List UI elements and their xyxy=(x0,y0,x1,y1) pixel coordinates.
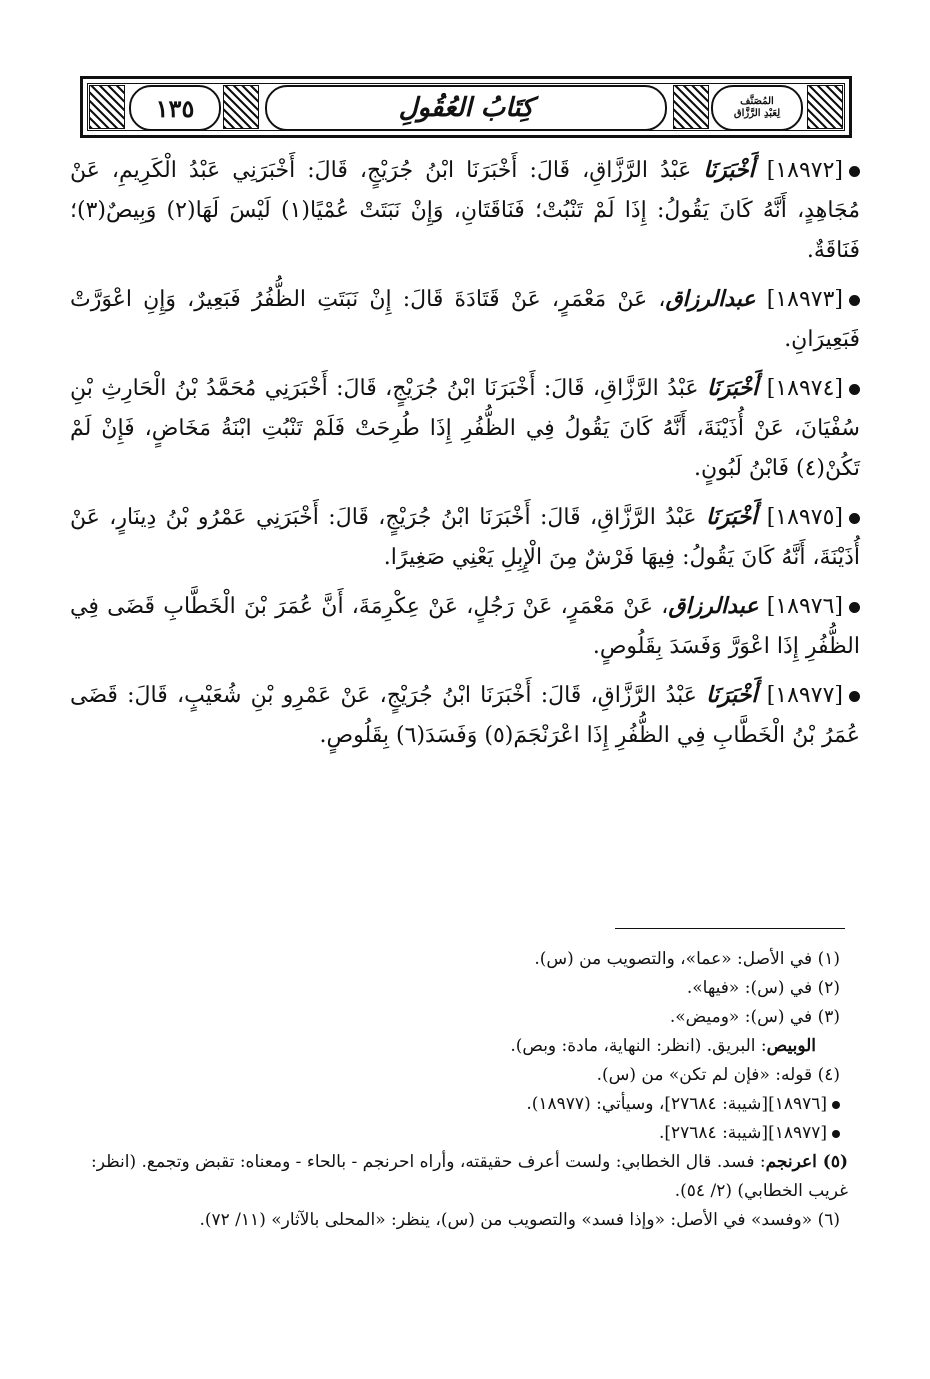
bullet-icon xyxy=(832,1101,840,1109)
hadith-entry xyxy=(70,279,860,360)
entry-text: ، عَنْ مَعْمَرٍ، عَنْ قَتَادَةَ قَالَ: إِنْ نَبَتَتِ الظُّفُرُ فَبَعِيرٌ، وَإِنِ اعْوَرَّتْ فَبَعِيرَانِ. xyxy=(70,287,860,352)
reference-text: [شيبة: ٢٧٦٨٤]. xyxy=(658,1123,769,1143)
entry-lead: أَخْبَرَنَا xyxy=(705,504,758,530)
bullet-icon xyxy=(832,1130,840,1138)
footnotes xyxy=(70,945,860,1235)
hadith-entries xyxy=(70,150,860,764)
footnote: (٤) قوله: «فإن لم تكن» من (س). xyxy=(596,1065,840,1085)
title-cartouche xyxy=(265,85,667,131)
bullet-icon xyxy=(849,691,860,702)
entry-text: عَبْدُ الرَّزَّاقِ، قَالَ: أَخْبَرَنَا ابْنُ جُرَيْجٍ، عَنْ عَمْرِو بْنِ شُعَيْبٍ، قَالَ: قَضَى عُمَرُ بْنُ الْخَطَّابِ فِي الظُّفُرِ إِذَا اعْرَنْجَمَ(٥) وَفَسَدَ(٦) بِقَلُوصٍ. xyxy=(70,683,860,748)
bullet-icon xyxy=(849,602,860,613)
hadith-entry xyxy=(70,150,860,271)
reference-text: [شيبة: ٢٧٦٨٤]، وسيأتي: (١٨٩٧٧). xyxy=(526,1094,769,1114)
footnote-reference xyxy=(70,1090,860,1119)
book-title: كِتَابُ العُقُولِ xyxy=(398,93,534,123)
entry-lead: أَخْبَرَنَا xyxy=(706,375,759,401)
entry-lead: أَخْبَرَنَا xyxy=(706,682,758,708)
hadith-entry xyxy=(70,675,860,756)
source-seal-line-2: لِعَبْدِ الرَّزَّاق xyxy=(733,108,781,119)
entry-lead: عبدالرزاق xyxy=(668,593,759,619)
entry-lead: أَخْبَرَنَا xyxy=(703,157,755,183)
footnote: (٦) «وفسد» في الأصل: «وإذا فسد» والتصويب من (س)، ينظر: «المحلى بالآثار» (١١/ ٧٢). xyxy=(199,1210,840,1230)
footnote: (٣) في (س): «وميض». xyxy=(669,1007,840,1027)
entry-number: [١٨٩٧٧] xyxy=(766,683,843,708)
footnote: (٢) في (س): «فيها». xyxy=(686,978,840,998)
entry-text: عَبْدُ الرَّزَّاقِ، قَالَ: أَخْبَرَنَا ابْنُ جُرَيْجٍ، قَالَ: أَخْبَرَنِي عَمْرُو بْنُ دِينَارٍ، عَنْ أُذَيْنَةَ، أَنَّهُ كَانَ يَقُولُ: فِيهَا فَرْشٌ مِنَ الْإِبِلِ يَعْنِي صَغِيرًا. xyxy=(70,505,860,570)
gloss-term: (٥) اعرنجم xyxy=(765,1152,848,1172)
footnote-gloss xyxy=(70,1032,860,1061)
footnote-separator xyxy=(615,928,845,929)
hadith-entry xyxy=(70,368,860,489)
entry-lead: عبدالرزاق xyxy=(665,286,756,312)
source-seal-line-1: المُصَنَّف xyxy=(740,96,774,107)
footnote-reference xyxy=(70,1119,860,1148)
source-seal xyxy=(711,85,803,131)
gloss-text: : فسد. قال الخطابي: ولست أعرف حقيقته، وأراه احرنجم - بالحاء - ومعناه: تقبض وتجمع. (انظر: غريب الخطابي) (٢/ ٥٤). xyxy=(90,1152,848,1201)
bullet-icon xyxy=(849,513,860,524)
hadith-entry xyxy=(70,497,860,578)
ornament-left xyxy=(89,85,125,129)
bullet-icon xyxy=(849,384,860,395)
page-header xyxy=(80,76,852,138)
entry-number: [١٨٩٧٦] xyxy=(766,594,843,619)
ornament-inner-left xyxy=(223,85,259,129)
page-number-cartouche xyxy=(129,85,221,131)
footnote: (١) في الأصل: «عما»، والتصويب من (س). xyxy=(534,949,840,969)
entry-number: [١٨٩٧٣] xyxy=(766,287,843,312)
reference-number: [١٨٩٧٧] xyxy=(768,1123,827,1143)
entry-number: [١٨٩٧٥] xyxy=(766,505,843,530)
entry-text: ، عَنْ مَعْمَرٍ، عَنْ رَجُلٍ، عَنْ عِكْرِمَةَ، أَنَّ عُمَرَ بْنَ الْخَطَّابِ قَضَى فِي الظُّفُرِ إِذَا اعْوَرَّ وَفَسَدَ بِقَلُوصٍ. xyxy=(70,594,860,659)
gloss-text: : البريق. (انظر: النهاية، مادة: وبص). xyxy=(510,1036,767,1056)
page-number: ١٣٥ xyxy=(155,93,195,123)
reference-number: [١٨٩٧٦] xyxy=(768,1094,827,1114)
entry-text: عَبْدُ الرَّزَّاقِ، قَالَ: أَخْبَرَنَا ابْنُ جُرَيْجٍ، قَالَ: أَخْبَرَنِي مُحَمَّدُ بْنُ الْحَارِثِ بْنِ سُفْيَانَ، عَنْ أُذَيْنَةَ، أَنَّهُ كَانَ يَقُولُ فِي الظُّفُرِ إِذَا طُرِحَتْ فَلَمْ تَنْبُتِ ابْنَةُ مَخَاضٍ، فَإِنْ لَمْ تَكُنْ(٤) فَابْنُ لَبُونٍ. xyxy=(70,376,860,481)
bullet-icon xyxy=(849,295,860,306)
entry-number: [١٨٩٧٤] xyxy=(766,376,844,401)
entry-text: عَبْدُ الرَّزَّاقِ، قَالَ: أَخْبَرَنَا ابْنُ جُرَيْجٍ، قَالَ: أَخْبَرَنِي عَبْدُ الْكَرِيمِ، عَنْ مُجَاهِدٍ، أَنَّهُ كَانَ يَقُولُ: إِذَا لَمْ تَنْبُتْ؛ فَنَاقَتَانِ، وَإِنْ نَبَتَتْ عُمْيًا(١) لَيْسَ لَهَا(٢) وَبِيصٌ(٣)؛ فَنَاقَةٌ. xyxy=(70,158,861,263)
ornament-right xyxy=(807,85,843,129)
gloss-term: الوبيص xyxy=(766,1036,816,1056)
entry-number: [١٨٩٧٢] xyxy=(766,158,844,183)
bullet-icon xyxy=(849,166,860,177)
hadith-entry xyxy=(70,586,860,667)
ornament-inner-right xyxy=(673,85,709,129)
footnote-gloss xyxy=(70,1148,860,1206)
